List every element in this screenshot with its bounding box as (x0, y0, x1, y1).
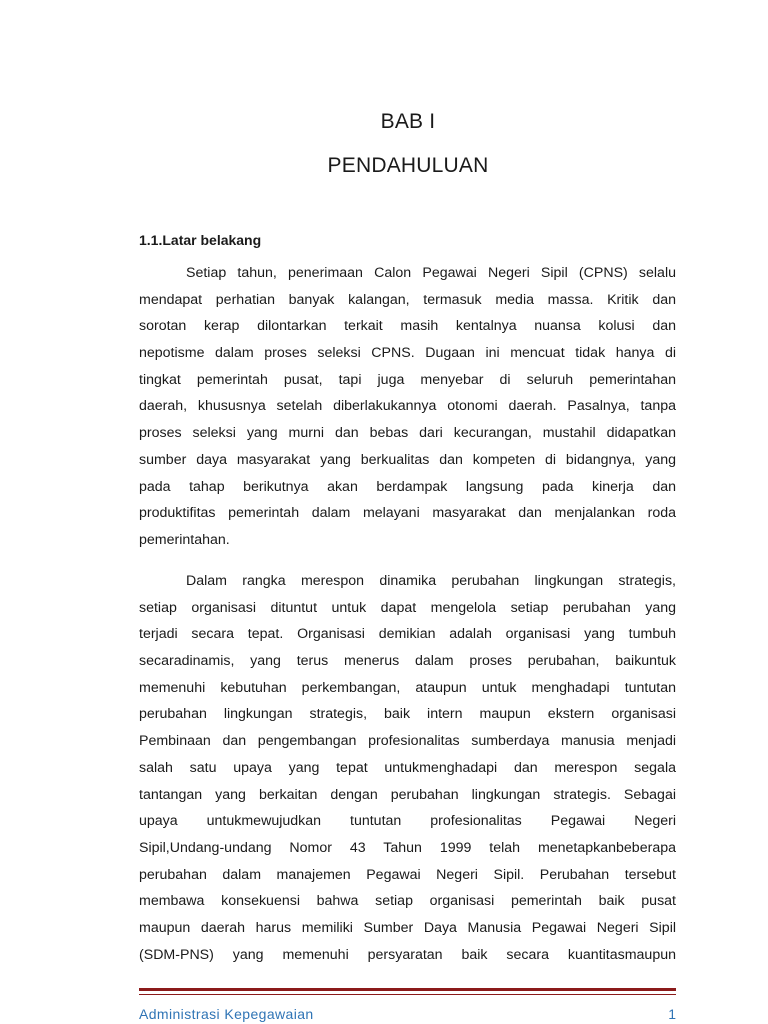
paragraph-line: tingkat pemerintah pusat, tapi juga menyebar di seluruh pemerintahan (139, 371, 676, 388)
paragraph-2 (139, 568, 676, 968)
paragraph-line: secaradinamis, yang terus menerus dalam proses perubahan, baikuntuk (139, 653, 676, 670)
paragraph-line: memenuhi kebutuhan perkembangan, ataupun untuk menghadapi tuntutan (139, 679, 676, 696)
page-number: 1 (668, 1006, 676, 1022)
paragraph-line: mendapat perhatian banyak kalangan, termasuk media massa. Kritik dan (139, 291, 676, 308)
paragraph-line: tantangan yang berkaitan dengan perubahan lingkungan strategis. Sebagai (139, 786, 676, 803)
paragraph-line: sumber daya masyarakat yang berkualitas dan kompeten di bidangnya, yang (139, 451, 676, 468)
section-heading: 1.1.Latar belakang (139, 232, 262, 248)
footer-rule-thick (139, 988, 676, 991)
paragraph-line: daerah, khususnya setelah diberlakukannya otonomi daerah. Pasalnya, tanpa (139, 398, 676, 415)
paragraph-line: salah satu upaya yang tepat untukmenghadapi dan merespon segala (139, 759, 676, 776)
footer-title: Administrasi Kepegawaian (139, 1006, 314, 1022)
paragraph-line: sorotan kerap dilontarkan terkait masih kentalnya nuansa kolusi dan (139, 318, 676, 335)
paragraph-line: setiap organisasi dituntut untuk dapat mengelola setiap perubahan yang (139, 599, 676, 616)
paragraph-line: pemerintahan. (139, 531, 230, 548)
chapter-number: BAB I (380, 110, 436, 133)
paragraph-line: nepotisme dalam proses seleksi CPNS. Dugaan ini mencuat tidak hanya di (139, 345, 676, 362)
paragraph-line: Pembinaan dan pengembangan profesionalitas sumberdaya manusia menjadi (139, 733, 676, 750)
paragraph-line: produktifitas pemerintah dalam melayani masyarakat dan menjalankan roda (139, 505, 676, 522)
paragraph-line: proses seleksi yang murni dan bebas dari kecurangan, mustahil didapatkan (139, 425, 676, 442)
paragraph-line: Dalam rangka merespon dinamika perubahan lingkungan strategis, (186, 573, 676, 589)
paragraph-line: Setiap tahun, penerimaan Calon Pegawai Negeri Sipil (CPNS) selalu (186, 265, 676, 281)
paragraph-line: perubahan lingkungan strategis, baik intern maupun ekstern organisasi (139, 706, 676, 723)
paragraph-line: terjadi secara tepat. Organisasi demikian adalah organisasi yang tumbuh (139, 626, 676, 643)
paragraph-line: upaya untukmewujudkan tuntutan profesionalitas Pegawai Negeri (139, 813, 676, 830)
paragraph-line: perubahan dalam manajemen Pegawai Negeri Sipil. Perubahan tersebut (139, 866, 676, 883)
paragraph-line: pada tahap berikutnya akan berdampak langsung pada kinerja dan (139, 478, 676, 495)
chapter-title: PENDAHULUAN (327, 154, 489, 177)
paragraph-1 (139, 260, 676, 554)
footer-rule-thin (139, 994, 676, 995)
paragraph-line: membawa konsekuensi bahwa setiap organisasi pemerintah baik pusat (139, 893, 676, 910)
paragraph-line: Sipil,Undang-undang Nomor 43 Tahun 1999 telah menetapkanbeberapa (139, 839, 676, 856)
paragraph-line: (SDM-PNS) yang memenuhi persyaratan baik secara kuantitasmaupun (139, 946, 676, 963)
paragraph-line: maupun daerah harus memiliki Sumber Daya Manusia Pegawai Negeri Sipil (139, 919, 676, 936)
